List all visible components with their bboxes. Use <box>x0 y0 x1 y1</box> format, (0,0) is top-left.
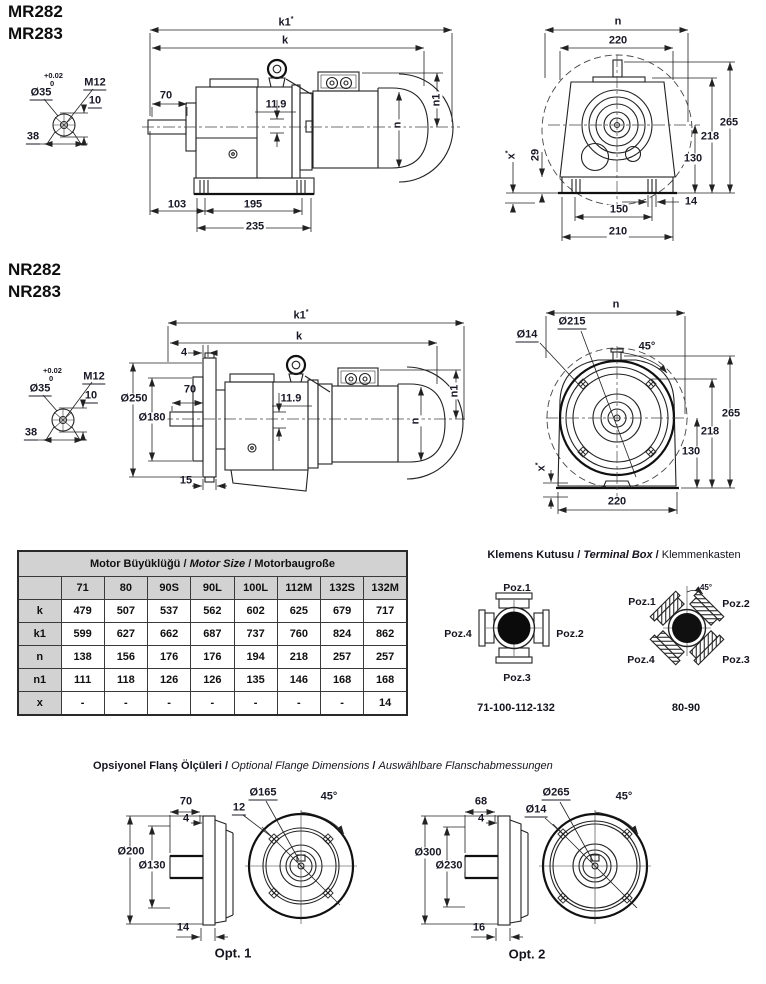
table-title-row <box>18 551 407 577</box>
dim-mr-shaft-key-height: 10 <box>88 94 102 107</box>
col-header: 132M <box>364 577 407 600</box>
table-cell: 138 <box>61 646 104 669</box>
table-cell: 146 <box>277 669 320 692</box>
table-cell: 156 <box>104 646 147 669</box>
dim-opt2-spigot-od: Ø230 <box>435 859 463 872</box>
dim-nr-front-hole-d: Ø14 <box>516 328 538 341</box>
table-cell: - <box>61 692 104 716</box>
table-cell: 126 <box>191 669 234 692</box>
poz2-label-rotated: Poz.2 <box>722 598 750 610</box>
drain-plug <box>248 444 256 452</box>
table-cell: 679 <box>321 600 364 623</box>
table-cell: 760 <box>277 623 320 646</box>
dim-opt2-45deg: 45° <box>615 790 633 803</box>
col-header: 132S <box>321 577 364 600</box>
col-header: 112M <box>277 577 320 600</box>
dim-mr-shaft-tolerance: +0.02 0 <box>44 71 63 89</box>
dim-nr-side-k: k <box>295 330 303 343</box>
model-nr282: NR282 <box>8 260 61 279</box>
motor-fins <box>313 91 378 168</box>
table-corner-cell <box>18 577 61 600</box>
dim-opt1-flange-od: Ø200 <box>117 845 145 858</box>
dim-nr-shaft-thread: M12 <box>83 370 105 383</box>
terminal-rotated-angle: 45° <box>699 583 713 592</box>
dim-mr-side-n: n <box>391 121 404 129</box>
table-row <box>18 646 407 669</box>
table-cell: 662 <box>148 623 191 646</box>
flange-plate <box>498 816 510 925</box>
table-cell: 625 <box>277 600 320 623</box>
table-cell: 862 <box>364 623 407 646</box>
col-header: 90L <box>191 577 234 600</box>
table-cell: 218 <box>277 646 320 669</box>
table-cell: - <box>234 692 277 716</box>
opt2-label: Opt. 2 <box>508 946 546 962</box>
dim-nr-front-218: 218 <box>700 425 720 438</box>
terminal-rotated-caption: 80-90 <box>671 702 701 714</box>
dim-nr-side-70: 70 <box>183 383 197 396</box>
opt1-label: Opt. 1 <box>214 945 252 961</box>
table-cell: - <box>277 692 320 716</box>
dim-mr-side-70: 70 <box>159 89 173 102</box>
col-header: 100L <box>234 577 277 600</box>
poz1-label: Poz.1 <box>503 582 531 594</box>
model-nr283: NR283 <box>8 282 61 301</box>
dim-opt1-bolt-circle: Ø165 <box>249 786 277 799</box>
table-cell: 737 <box>234 623 277 646</box>
dim-opt1-4: 4 <box>182 812 190 825</box>
col-header: 90S <box>148 577 191 600</box>
dim-opt1-spigot-od: Ø130 <box>138 859 166 872</box>
table-cell: - <box>104 692 147 716</box>
dim-mr-side-195: 195 <box>243 198 263 211</box>
dim-mr-front-218: 218 <box>700 130 720 143</box>
col-header: 80 <box>104 577 147 600</box>
dim-mr-front-14: 14 <box>684 195 698 208</box>
dim-mr-front-210: 210 <box>608 225 628 238</box>
dim-nr-side-flange-od: Ø250 <box>120 392 148 405</box>
table-cell: - <box>321 692 364 716</box>
row-label: n1 <box>18 669 61 692</box>
table-cell: 537 <box>148 600 191 623</box>
dim-nr-front-bolt-circle: Ø215 <box>558 315 586 328</box>
gearbox-front-outline <box>560 82 675 177</box>
dim-mr-side-n1: n1 <box>430 93 443 107</box>
table-cell: 168 <box>321 669 364 692</box>
table-row <box>18 692 407 716</box>
table-cell: 687 <box>191 623 234 646</box>
dim-mr-front-29: 29 <box>529 148 542 162</box>
dim-nr-side-n: n <box>409 417 422 425</box>
dim-nr-shaft-tolerance: +0.02 0 <box>43 366 62 384</box>
table-row <box>18 669 407 692</box>
flange-hub <box>465 856 498 878</box>
poz2-label: Poz.2 <box>556 628 584 640</box>
dim-nr-front-130: 130 <box>681 445 701 458</box>
dim-mr-front-x: x* <box>504 150 518 160</box>
dim-mr-shaft-key-width: 38 <box>26 130 40 143</box>
flange-section-title: Opsiyonel Flanş Ölçüleri / Optional Flange Dimensions / Auswählbare Flanschabmessungen <box>93 760 553 772</box>
nr-front-view-drawing <box>540 313 735 514</box>
mr-side-view-drawing <box>142 30 460 232</box>
table-cell: 168 <box>364 669 407 692</box>
dim-mr-shaft-thread: M12 <box>84 76 106 89</box>
table-row <box>18 623 407 646</box>
dim-mr-front-130: 130 <box>683 152 703 165</box>
dim-nr-front-n: n <box>612 298 620 311</box>
dim-nr-front-220: 220 <box>607 495 627 508</box>
table-row <box>18 600 407 623</box>
eyebolt-icon <box>268 60 286 78</box>
dim-mr-side-235: 235 <box>245 220 265 233</box>
dim-mr-side-103: 103 <box>167 198 187 211</box>
dim-opt2-bolt-circle: Ø265 <box>542 786 570 799</box>
table-cell: 602 <box>234 600 277 623</box>
terminal-straight-caption: 71-100-112-132 <box>477 702 555 714</box>
table-cell: 176 <box>148 646 191 669</box>
table-header-row <box>18 577 407 600</box>
table-cell: 717 <box>364 600 407 623</box>
dim-nr-front-45deg: 45° <box>638 340 656 353</box>
dim-mr-front-150: 150 <box>609 203 629 216</box>
poz1-label-rotated: Poz.1 <box>628 596 656 608</box>
table-cell: - <box>191 692 234 716</box>
terminal-box-straight-diagram <box>479 593 549 663</box>
flange-opt2-drawing <box>421 802 651 941</box>
table-cell: 257 <box>321 646 364 669</box>
table-cell: 111 <box>61 669 104 692</box>
dim-opt1-hole-d: 12 <box>232 801 246 814</box>
flange-plate <box>203 816 215 925</box>
row-label: k1 <box>18 623 61 646</box>
row-label: n <box>18 646 61 669</box>
dim-nr-side-15: 15 <box>179 474 193 487</box>
dim-opt2-hole-d: Ø14 <box>525 803 547 816</box>
mounting-feet <box>194 178 314 194</box>
dim-nr-shaft-key-height: 10 <box>84 389 98 402</box>
model-mr282: MR282 <box>8 2 63 21</box>
eyebolt-icon <box>287 356 305 374</box>
dim-opt2-16: 16 <box>472 921 486 934</box>
dim-mr-front-n: n <box>614 15 622 28</box>
dim-nr-shaft-key-width: 38 <box>24 426 38 439</box>
table-cell: - <box>148 692 191 716</box>
dim-mr-side-k1: k1* <box>278 15 294 29</box>
table-cell: 118 <box>104 669 147 692</box>
dim-mr-shaft-diameter: Ø35 <box>30 86 52 99</box>
poz3-label: Poz.3 <box>503 672 531 684</box>
dim-mr-side-k: k <box>281 34 289 47</box>
motor-size-table <box>17 550 408 716</box>
col-header: 71 <box>61 577 104 600</box>
dim-nr-front-265: 265 <box>721 407 741 420</box>
dim-mr-side-11-9: 11.9 <box>265 98 287 111</box>
nr-side-view-drawing <box>129 323 465 491</box>
dim-opt1-hub-len: 70 <box>179 795 193 808</box>
table-cell: 507 <box>104 600 147 623</box>
dim-nr-side-k1: k1* <box>293 308 309 322</box>
table-cell: 627 <box>104 623 147 646</box>
dim-nr-side-n1: n1 <box>448 384 461 398</box>
dim-mr-front-220: 220 <box>608 34 628 47</box>
terminal-box-title: Klemens Kutusu / Terminal Box / Klemmenkasten <box>487 549 741 561</box>
dim-nr-front-x: x* <box>534 462 548 472</box>
dim-nr-side-spigot-od: Ø180 <box>138 411 166 424</box>
dim-nr-side-4: 4 <box>180 346 188 359</box>
dim-opt2-hub-len: 68 <box>474 795 488 808</box>
motor-fins <box>332 386 398 462</box>
poz4-label-rotated: Poz.4 <box>627 654 655 666</box>
table-cell: 599 <box>61 623 104 646</box>
row-label: k <box>18 600 61 623</box>
poz3-label-rotated: Poz.3 <box>722 654 750 666</box>
row-label: x <box>18 692 61 716</box>
table-cell: 176 <box>191 646 234 669</box>
drain-plug <box>229 150 237 158</box>
poz4-label: Poz.4 <box>444 628 472 640</box>
table-title: Motor Büyüklüğü / Motor Size / Motorbaugroße <box>18 551 407 577</box>
table-cell: 824 <box>321 623 364 646</box>
table-cell: 194 <box>234 646 277 669</box>
table-cell: 479 <box>61 600 104 623</box>
table-cell: 135 <box>234 669 277 692</box>
model-mr283: MR283 <box>8 24 63 43</box>
table-cell: 257 <box>364 646 407 669</box>
table-cell: 562 <box>191 600 234 623</box>
dim-mr-front-265: 265 <box>719 116 739 129</box>
output-flange <box>203 358 216 477</box>
table-cell: 14 <box>364 692 407 716</box>
table-cell: 126 <box>148 669 191 692</box>
dim-nr-shaft-diameter: Ø35 <box>29 382 51 395</box>
flange-hub <box>170 856 203 878</box>
dim-opt2-4: 4 <box>477 812 485 825</box>
dim-opt1-14: 14 <box>176 921 190 934</box>
dim-opt2-flange-od: Ø300 <box>414 846 442 859</box>
dim-nr-side-11-9: 11.9 <box>280 392 302 405</box>
dim-opt1-45deg: 45° <box>320 790 338 803</box>
